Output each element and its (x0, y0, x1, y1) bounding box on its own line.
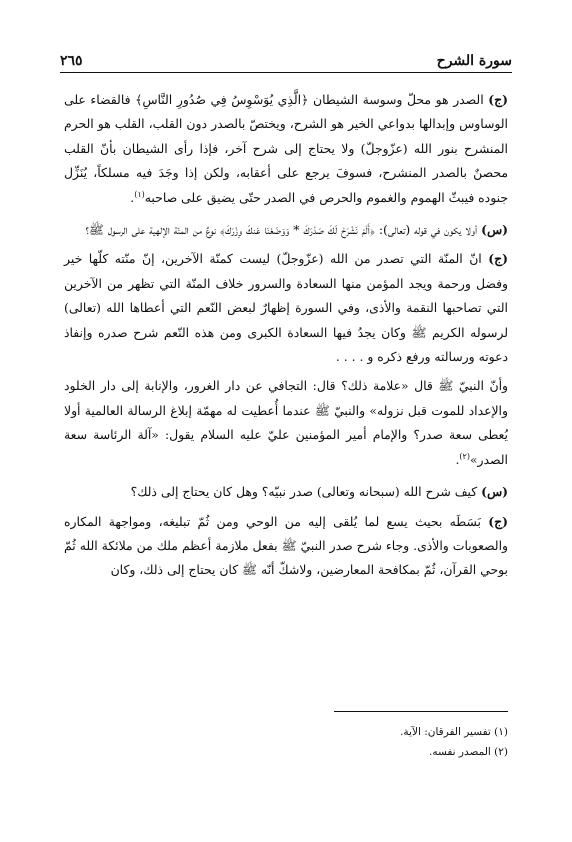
answer-paragraph (64, 247, 508, 369)
footnote-ref: (١) (134, 189, 145, 199)
header-divider (60, 72, 512, 73)
continuation-paragraph: وأنّ النبيّ ﷺ قال «علامة ذلك؟ قال: التجافي عن دار الغرور، والإنابة إلى دار الخلود والإعداد للموت قبل نزوله» والنبيّ ﷺ عندما أُعطيت له مهمّة إبلاغ الرسالة العالمية أولا يُعطى سعة صدر؟ والإمام أمير المؤمنين عليّ عليه السلام يقول: «آلة الرئاسة سعة الصدر»$^{(٢)}$. (64, 378, 508, 467)
paragraph-text: كيف شرح الله (سبحانه وتعالى) صدر نبيّه؟ وهل كان يحتاج إلى ذلك؟ (130, 484, 478, 500)
paragraph-text: بَسَطَه بحيث يسع لما يُلقى إليه من الوحي ومن ثُمّ تبليغه، ومواجهة المكاره والصعوبات والأذى. وجاء شرح صدر النبيّ ﷺ بفعل ملازمة أعظم ملك من ملائكة الله ثُمّ بوحي القرآن، ثُمّ بمكافحة المعارضين، ولاشكّ أنّه ﷺ كان يحتاج إلى ذلك، وكان (64, 513, 508, 578)
paragraph-label: (ج) (488, 92, 508, 107)
paragraph-label: (ج) (488, 251, 508, 267)
question-paragraph (64, 480, 508, 504)
paragraph-text: وأنّ النبيّ ﷺ قال «علامة ذلك؟ قال: التجافي عن دار الغرور، والإنابة إلى دار الخلود والإعداد للموت قبل نزوله» والنبيّ ﷺ عندما أُعطيت له مهمّة إبلاغ الرسالة العالمية أولا يُعطى سعة صدر؟ والإمام أمير المؤمنين عليّ عليه السلام يقول: «آلة الرئاسة سعة الصدر» (64, 378, 508, 467)
footnote-divider (334, 711, 508, 712)
page-header (60, 47, 512, 69)
page-number: ٢٦٥ (60, 53, 83, 69)
paragraph-text: أولا يكون في قوله (تعالى): ﴿أَلَمْ نَشْرَحْ لَكَ صَدْرَكَ * وَوَضَعْنَا عَنكَ وِزْرَكَ﴾ نوعٌ من المنّة الإلهية على الرسول ﷺ؟ (85, 222, 478, 238)
running-title: سورة الشرح (436, 53, 512, 69)
paragraph-text: انّ المنّة التي تصدر من الله (عزّوجلّ) ليست كمنّة الآخرين، إنّ منّته كلّها خير وفضل ورحمة ويجد المؤمن منها السعادة والسرور خلاف المنّة التي تظهر من الآخرين التي تصاحبها النقمة والأذى، وفي السورة إظهارٌ لبعض النّعم التي أعطاها الله (تعالى) لرسوله الكريم ﷺ وكان يجدُ فيها السعادة الكبرى ومن هذه النّعم شرح صدره وإنفاذ دعوته ورسالته ورفع ذكره و . . . . (64, 251, 508, 365)
paragraph-label: (ج) (488, 513, 508, 529)
footnotes (64, 722, 508, 762)
footnote-ref: (٢) (459, 451, 470, 461)
paragraph-label: (س) (481, 484, 508, 500)
answer-paragraph (64, 510, 508, 583)
footnote-item: (٢) المصدر نفسه. (429, 746, 508, 758)
answer-paragraph: (ج) الصدر هو محلّ وسوسة الشيطان ﴿الَّذِي يُوَسْوِسُ فِي صُدُورِ النَّاسِ﴾ فالقضاء على الوساوس وإبدالها بدواعي الخير هو الشرح، ويختصّ بالصدر دون القلب، القلب هو الحرم المنشرح بنور الله (عزّوجلّ) ولا يحتاج إلى شرح آخر، فإذا رأى الشيطان بأنّ القلب محصنٌ بالصدر المنشرح، فسوفَ يرجع على أعقابه، ولكن إذا وجَدَ فيه مسلكاً، يُنَزِّل جنوده فيبثّ الهموم والغموم والحرص في الصدر حتّى يضيق على صاحبه$^{(١)}$. (64, 92, 508, 205)
main-text (64, 88, 508, 588)
paragraph-text: الصدر هو محلّ وسوسة الشيطان ﴿الَّذِي يُوَسْوِسُ فِي صُدُورِ النَّاسِ﴾ فالقضاء على الوساوس وإبدالها بدواعي الخير هو الشرح، ويختصّ بالصدر دون القلب، القلب هو الحرم المنشرح بنور الله (عزّوجلّ) ولا يحتاج إلى شرح آخر، فإذا رأى الشيطان بأنّ القلب محصنٌ بالصدر المنشرح، فسوفَ يرجع على أعقابه، ولكن إذا وجَدَ فيه مسلكاً، يُنَزِّل جنوده فيبثّ الهموم والغموم والحرص في الصدر حتّى يضيق على صاحبه (64, 92, 508, 205)
question-paragraph (64, 218, 508, 242)
footnote-item: (١) تفسير الفرقان: الآية. (400, 726, 508, 738)
paragraph-label: (س) (481, 222, 508, 238)
